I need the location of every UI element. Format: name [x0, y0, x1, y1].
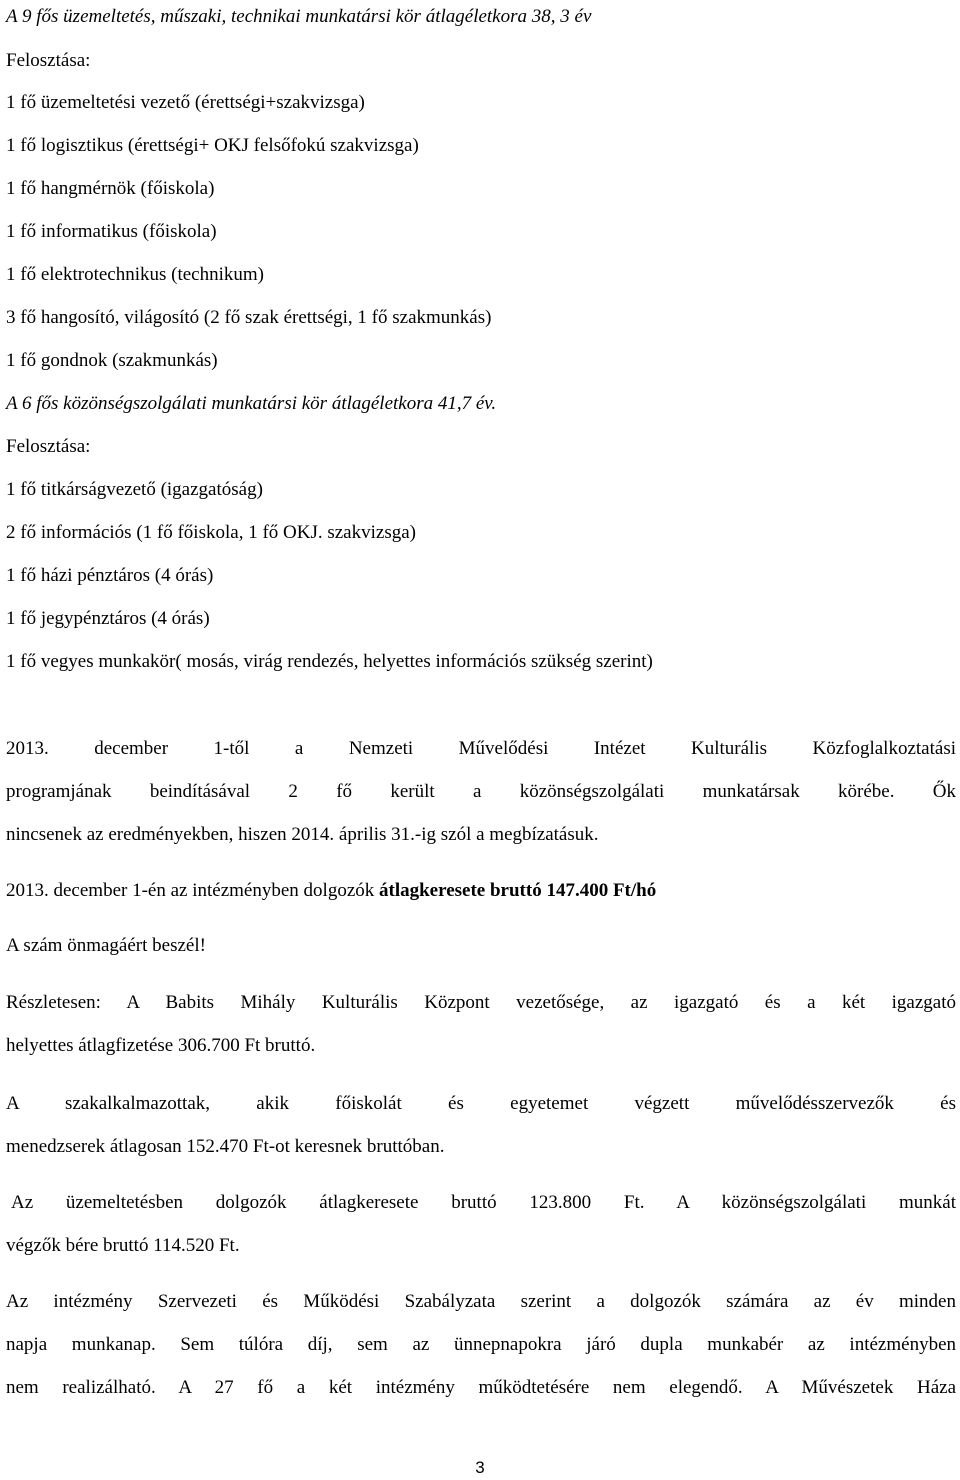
average-salary-statement	[6, 880, 956, 902]
distribution-label: Felosztása:	[6, 436, 91, 457]
list-item: 1 fő logisztikus (érettségi+ OKJ felsőfokú szakvizsga)	[6, 135, 419, 156]
section-heading-operations: A 9 fős üzemeltetés, műszaki, technikai munkatársi kör átlagéletkora 38, 3 év	[6, 6, 592, 27]
paragraph-line: Részletesen: A Babits Mihály Kulturális Központ vezetősége, az igazgató és a két igazgató	[6, 992, 956, 1013]
paragraph-line: napja munkanap. Sem túlóra díj, sem az ünnepnapokra járó dupla munkabér az intézményben	[6, 1334, 956, 1355]
paragraph-line: nincsenek az eredményekben, hiszen 2014. április 31.-ig szól a megbízatásuk.	[6, 824, 599, 845]
list-item: 1 fő hangmérnök (főiskola)	[6, 178, 215, 199]
average-salary-prefix: 2013. december 1-én az intézményben dolgozók	[6, 880, 379, 901]
list-item: 1 fő üzemeltetési vezető (érettségi+szakvizsga)	[6, 92, 365, 113]
paragraph-line: végzők bére bruttó 114.520 Ft.	[6, 1235, 240, 1256]
average-salary-value: átlagkeresete bruttó 147.400 Ft/hó	[379, 880, 657, 901]
list-item: 1 fő gondnok (szakmunkás)	[6, 350, 218, 371]
paragraph-line: menedzserek átlagosan 152.470 Ft-ot keresnek bruttóban.	[6, 1136, 445, 1157]
distribution-label: Felosztása:	[6, 50, 91, 71]
list-item: 1 fő titkárságvezető (igazgatóság)	[6, 479, 263, 500]
paragraph-line: 2013. december 1-től a Nemzeti Művelődési Intézet Kulturális Közfoglalkoztatási	[6, 738, 956, 759]
paragraph-line: helyettes átlagfizetése 306.700 Ft bruttó.	[6, 1035, 316, 1056]
list-item: 3 fő hangosító, világosító (2 fő szak érettségi, 1 fő szakmunkás)	[6, 307, 492, 328]
list-item: 1 fő jegypénztáros (4 órás)	[6, 608, 210, 629]
paragraph-line: Az intézmény Szervezeti és Működési Szabályzata szerint a dolgozók számára az év minden	[6, 1291, 956, 1312]
page-number: 3	[475, 1458, 485, 1477]
list-item: 1 fő vegyes munkakör( mosás, virág rendezés, helyettes információs szükség szerint)	[6, 651, 653, 672]
list-item: 1 fő házi pénztáros (4 órás)	[6, 565, 214, 586]
paragraph-line: A szakalkalmazottak, akik főiskolát és egyetemet végzett művelődésszervezők és	[6, 1093, 956, 1114]
paragraph-line: A szám önmagáért beszél!	[6, 935, 206, 956]
paragraph-line: nem realizálható. A 27 fő a két intézmény működtetésére nem elegendő. A Művészetek Háza	[6, 1377, 956, 1398]
section-heading-customer-service: A 6 fős közönségszolgálati munkatársi kör átlagéletkora 41,7 év.	[6, 393, 497, 414]
list-item: 1 fő elektrotechnikus (technikum)	[6, 264, 265, 285]
list-item: 2 fő információs (1 fő főiskola, 1 fő OKJ. szakvizsga)	[6, 522, 416, 543]
paragraph-line: Az üzemeltetésben dolgozók átlagkeresete bruttó 123.800 Ft. A közönségszolgálati munkát	[11, 1192, 956, 1213]
list-item: 1 fő informatikus (főiskola)	[6, 221, 217, 242]
paragraph-line: programjának beindításával 2 fő került a közönségszolgálati munkatársak körébe. Ők	[6, 781, 956, 802]
